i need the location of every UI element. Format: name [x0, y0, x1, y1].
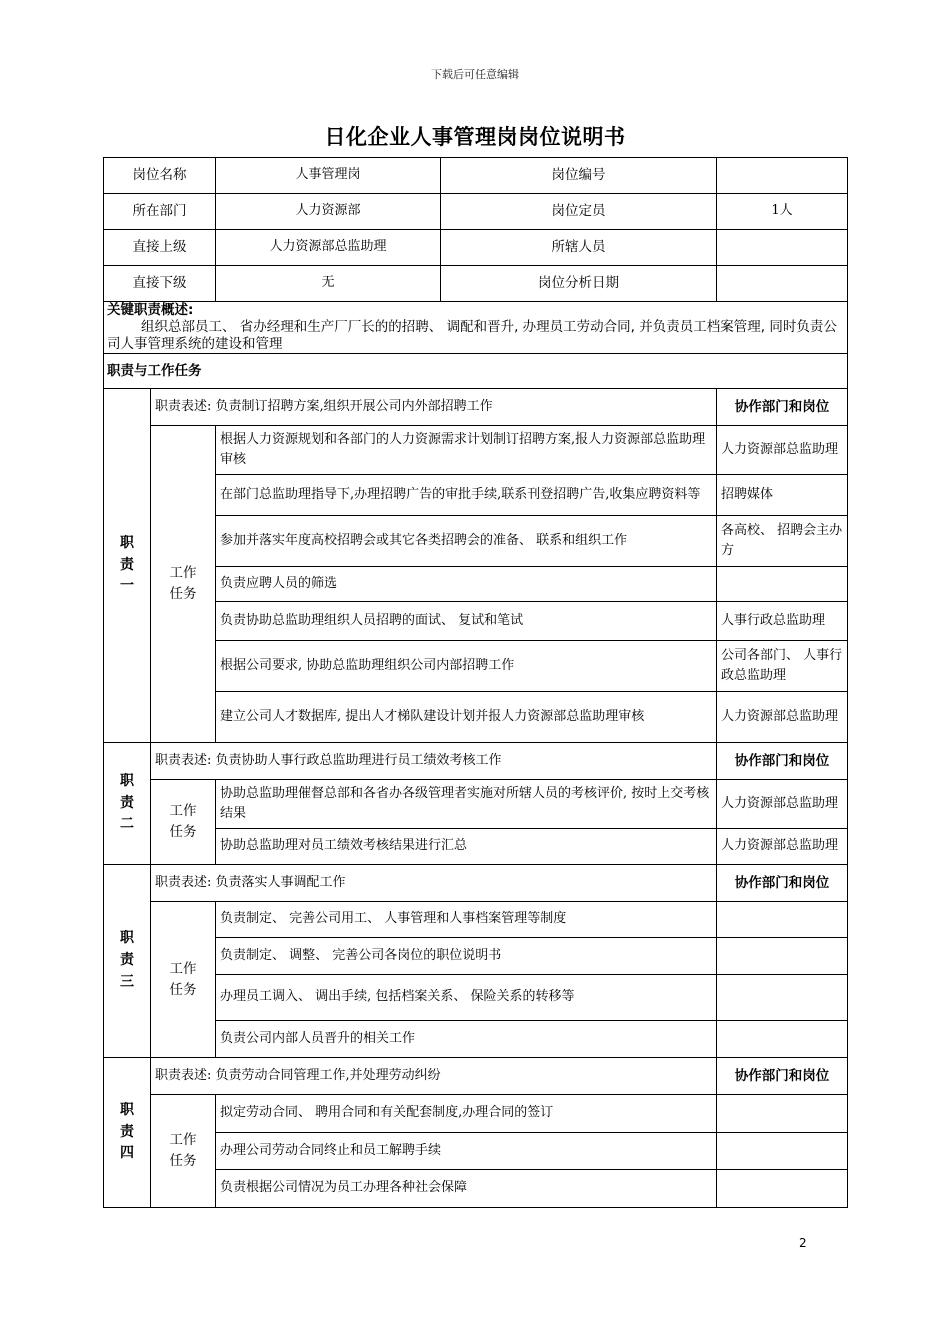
- task-coop: [717, 938, 848, 975]
- task-coop: [717, 1021, 848, 1058]
- duty-name-char: 责: [120, 1123, 134, 1140]
- duty-name: [104, 1058, 151, 1208]
- info-row-4: [104, 266, 848, 302]
- task-text: 根据公司要求, 协助总监助理组织公司内部招聘工作: [216, 641, 717, 692]
- task-text: 负责公司内部人员晋升的相关工作: [216, 1021, 717, 1058]
- task-row: [104, 1021, 848, 1058]
- task-coop: [717, 1133, 848, 1170]
- work-task-label-part: 任务: [169, 824, 197, 840]
- task-text: 负责协助总监助理组织人员招聘的面试、 复试和笔试: [216, 602, 717, 641]
- task-coop: 人力资源部总监助理: [717, 829, 848, 865]
- task-text: 负责制定、 调整、 完善公司各岗位的职位说明书: [216, 938, 717, 975]
- task-row: [104, 780, 848, 829]
- task-coop: [717, 902, 848, 938]
- work-task-label-part: 任务: [169, 586, 197, 602]
- task-text: 协助总监助理对员工绩效考核结果进行汇总: [216, 829, 717, 865]
- task-row: [104, 602, 848, 641]
- duty-name-char: 责: [120, 794, 134, 811]
- task-text: 办理员工调入、 调出手续, 包括档案关系、 保险关系的转移等: [216, 975, 717, 1021]
- coop-heading: 协作部门和岗位: [717, 389, 848, 426]
- task-row: [104, 975, 848, 1021]
- task-text: 负责应聘人员的筛选: [216, 567, 717, 602]
- task-text: 协助总监助理催督总部和各省办各级管理者实施对所辖人员的考核评价, 按时上交考核结果: [216, 780, 717, 829]
- duty-name-char: 职: [120, 534, 134, 551]
- duty-name-char: 三: [120, 973, 134, 990]
- info-row-1: [104, 158, 848, 194]
- analysis-date-value: [717, 266, 848, 302]
- position-name-value: 人事管理岗: [216, 158, 441, 194]
- task-coop: 公司各部门、 人事行政总监助理: [717, 641, 848, 692]
- work-task-label-part: 工作: [169, 565, 197, 582]
- direct-subordinate-label: 直接下级: [104, 266, 216, 302]
- work-task-label: [151, 426, 216, 743]
- duty-statement-row: [104, 389, 848, 426]
- task-row: [104, 475, 848, 516]
- task-row: [104, 641, 848, 692]
- headcount-value: 1人: [717, 194, 848, 230]
- task-coop: 人事行政总监助理: [717, 602, 848, 641]
- task-text: 负责制定、 完善公司用工、 人事管理和人事档案管理等制度: [216, 902, 717, 938]
- duty-statement: 职责表述: 负责落实人事调配工作: [151, 865, 717, 902]
- info-row-3: [104, 230, 848, 266]
- duty-name-char: 职: [120, 772, 134, 789]
- work-task-label-part: 工作: [169, 1132, 197, 1149]
- task-coop: 各高校、 招聘会主办方: [717, 516, 848, 567]
- task-row: [104, 829, 848, 865]
- department-value: 人力资源部: [216, 194, 441, 230]
- duties-heading: 职责与工作任务: [104, 354, 848, 389]
- summary-heading: 关键职责概述:: [107, 302, 194, 318]
- duty-statement-row: [104, 865, 848, 902]
- task-row: [104, 1095, 848, 1133]
- department-label: 所在部门: [104, 194, 216, 230]
- duty-name-char: 职: [120, 930, 134, 947]
- summary-text: 组织总部员工、 省办经理和生产厂厂长的的招聘、 调配和晋升, 办理员工劳动合同, 并负责员工档案管理, 同时负责公司人事管理系统的建设和管理: [107, 319, 837, 352]
- duty-statement-row: [104, 1058, 848, 1095]
- work-task-label-part: 工作: [169, 960, 197, 977]
- analysis-date-label: 岗位分析日期: [441, 266, 717, 302]
- task-coop: [717, 1095, 848, 1133]
- position-name-label: 岗位名称: [104, 158, 216, 194]
- work-task-label-part: 任务: [169, 981, 197, 998]
- position-code-label: 岗位编号: [441, 158, 717, 194]
- work-task-label: [151, 902, 216, 1058]
- duty-statement: 职责表述: 负责制订招聘方案,组织开展公司内外部招聘工作: [151, 389, 717, 426]
- duty-name-char: 四: [120, 1145, 134, 1162]
- duty-name: [104, 743, 151, 865]
- task-text: 办理公司劳动合同终止和员工解聘手续: [216, 1133, 717, 1170]
- subordinates-label: 所辖人员: [441, 230, 717, 266]
- task-coop: 招聘媒体: [717, 475, 848, 516]
- info-row-2: [104, 194, 848, 230]
- task-coop: [717, 1170, 848, 1208]
- duties-heading-row: [104, 354, 848, 389]
- work-task-label-part: 任务: [169, 1153, 197, 1169]
- duty-name-char: 职: [120, 1101, 134, 1118]
- duty-name-char: 二: [120, 816, 134, 833]
- duty-name-char: 责: [120, 952, 134, 969]
- duty-statement: 职责表述: 负责协助人事行政总监助理进行员工绩效考核工作: [151, 743, 717, 780]
- task-row: [104, 516, 848, 567]
- superior-label: 直接上级: [104, 230, 216, 266]
- task-coop: [717, 975, 848, 1021]
- superior-value: 人力资源部总监助理: [216, 230, 441, 266]
- page-number: 2: [799, 1236, 807, 1250]
- task-row: [104, 426, 848, 475]
- work-task-label: [151, 780, 216, 865]
- coop-heading: 协作部门和岗位: [717, 743, 848, 780]
- work-task-label: [151, 1095, 216, 1208]
- task-row: [104, 938, 848, 975]
- task-text: 负责根据公司情况为员工办理各种社会保障: [216, 1170, 717, 1208]
- position-code-value: [717, 158, 848, 194]
- task-text: 在部门总监助理指导下,办理招聘广告的审批手续,联系刊登招聘广告,收集应聘资料等: [216, 475, 717, 516]
- job-description-table: [103, 157, 848, 1208]
- task-coop: [717, 567, 848, 602]
- task-row: [104, 1170, 848, 1208]
- header-note: 下载后可任意编辑: [431, 68, 519, 81]
- task-coop: 人力资源部总监助理: [717, 426, 848, 475]
- summary-cell: [104, 302, 848, 354]
- headcount-label: 岗位定员: [441, 194, 717, 230]
- duty-statement-row: [104, 743, 848, 780]
- task-row: [104, 902, 848, 938]
- task-text: 拟定劳动合同、 聘用合同和有关配套制度,办理合同的签订: [216, 1095, 717, 1133]
- task-coop: 人力资源部总监助理: [717, 780, 848, 829]
- task-text: 参加并落实年度高校招聘会或其它各类招聘会的准备、 联系和组织工作: [216, 516, 717, 567]
- task-row: [104, 692, 848, 743]
- direct-subordinate-value: 无: [216, 266, 441, 302]
- task-row: [104, 1133, 848, 1170]
- work-task-label-part: 工作: [169, 803, 197, 820]
- task-coop: 人力资源部总监助理: [717, 692, 848, 743]
- summary-row: [104, 302, 848, 354]
- task-text: 根据人力资源规划和各部门的人力资源需求计划制订招聘方案,报人力资源部总监助理审核: [216, 426, 717, 475]
- coop-heading: 协作部门和岗位: [717, 865, 848, 902]
- task-text: 建立公司人才数据库, 提出人才梯队建设计划并报人力资源部总监助理审核: [216, 692, 717, 743]
- duty-name-char: 一: [120, 578, 134, 595]
- duty-name: [104, 389, 151, 743]
- duty-statement: 职责表述: 负责劳动合同管理工作,并处理劳动纠纷: [151, 1058, 717, 1095]
- task-row: [104, 567, 848, 602]
- subordinates-value: [717, 230, 848, 266]
- duty-name-char: 责: [120, 556, 134, 573]
- coop-heading: 协作部门和岗位: [717, 1058, 848, 1095]
- document-title: 日化企业人事管理岗岗位说明书: [324, 125, 626, 149]
- duty-name: [104, 865, 151, 1058]
